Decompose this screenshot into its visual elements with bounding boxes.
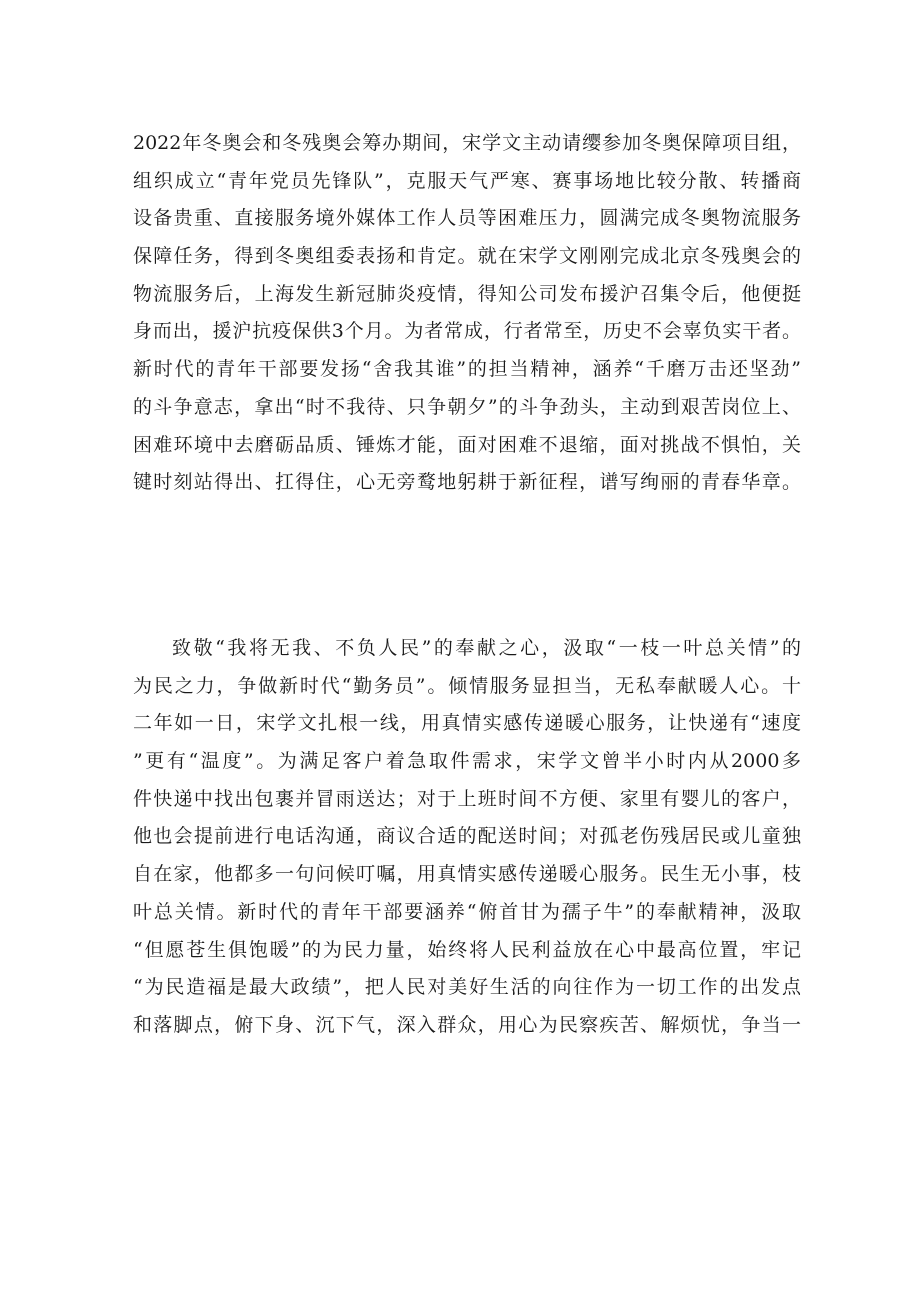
text-line: 他也会提前进行电话沟通，商议合适的配送时间；对孤老伤残居民或儿童独 bbox=[133, 825, 801, 848]
text-line: 2022年冬奥会和冬残奥会筹办期间，宋学文主动请缨参加冬奥保障项目组， bbox=[133, 132, 801, 154]
text-line: 身而出，援沪抗疫保供3个月。为者常成，行者常至，历史不会辜负实干者。 bbox=[133, 320, 801, 343]
text-line: 件快递中找出包裹并冒雨送达；对于上班时间不方便、家里有婴儿的客户， bbox=[133, 787, 801, 810]
text-line: “为民造福是最大政绩”，把人民对美好生活的向往作为一切工作的出发点 bbox=[133, 976, 801, 999]
text-line: 组织成立“青年党员先锋队”，克服天气严寒、赛事场地比较分散、转播商 bbox=[133, 169, 801, 192]
paragraph-2 bbox=[133, 630, 801, 1045]
text-line: 二年如一日，宋学文扎根一线，用真情实感传递暖心服务，让快递有“速度 bbox=[133, 712, 801, 735]
text-line: 新时代的青年干部要发扬“舍我其谁”的担当精神，涵养“千磨万击还坚劲” bbox=[133, 358, 801, 381]
text-line: 为民之力，争做新时代“勤务员”。倾情服务显担当，无私奉献暖人心。十 bbox=[133, 674, 801, 697]
paragraph-1 bbox=[133, 125, 801, 502]
text-line: 困难环境中去磨砺品质、锤炼才能，面对困难不退缩，面对挑战不惧怕，关 bbox=[133, 433, 801, 456]
text-line: ”更有“温度”。为满足客户着急取件需求，宋学文曾半小时内从2000多 bbox=[133, 750, 801, 773]
text-line: 的斗争意志，拿出“时不我待、只争朝夕”的斗争劲头，主动到艰苦岗位上、 bbox=[133, 395, 801, 418]
text-line: 叶总关情。新时代的青年干部要涵养“俯首甘为孺子牛”的奉献精神，汲取 bbox=[133, 900, 801, 923]
text-line: “但愿苍生俱饱暖”的为民力量，始终将人民利益放在心中最高位置，牢记 bbox=[133, 938, 801, 961]
text-line: 和落脚点，俯下身、沉下气，深入群众，用心为民察疾苦、解烦忧，争当一 bbox=[133, 1013, 801, 1036]
text-line: 保障任务，得到冬奥组委表扬和肯定。就在宋学文刚刚完成北京冬残奥会的 bbox=[133, 245, 801, 268]
text-line-first: 致敬“我将无我、不负人民”的奉献之心，汲取“一枝一叶总关情”的 bbox=[172, 637, 801, 659]
text-line: 物流服务后，上海发生新冠肺炎疫情，得知公司发布援沪召集令后，他便挺 bbox=[133, 282, 801, 305]
text-line: 键时刻站得出、扛得住，心无旁鹜地躬耕于新征程，谱写绚丽的青春华章。 bbox=[133, 471, 801, 494]
text-line: 设备贵重、直接服务境外媒体工作人员等困难压力，圆满完成冬奥物流服务 bbox=[133, 207, 801, 230]
text-line: 自在家，他都多一句问候叮嘱，用真情实感传递暖心服务。民生无小事，枝 bbox=[133, 863, 801, 886]
